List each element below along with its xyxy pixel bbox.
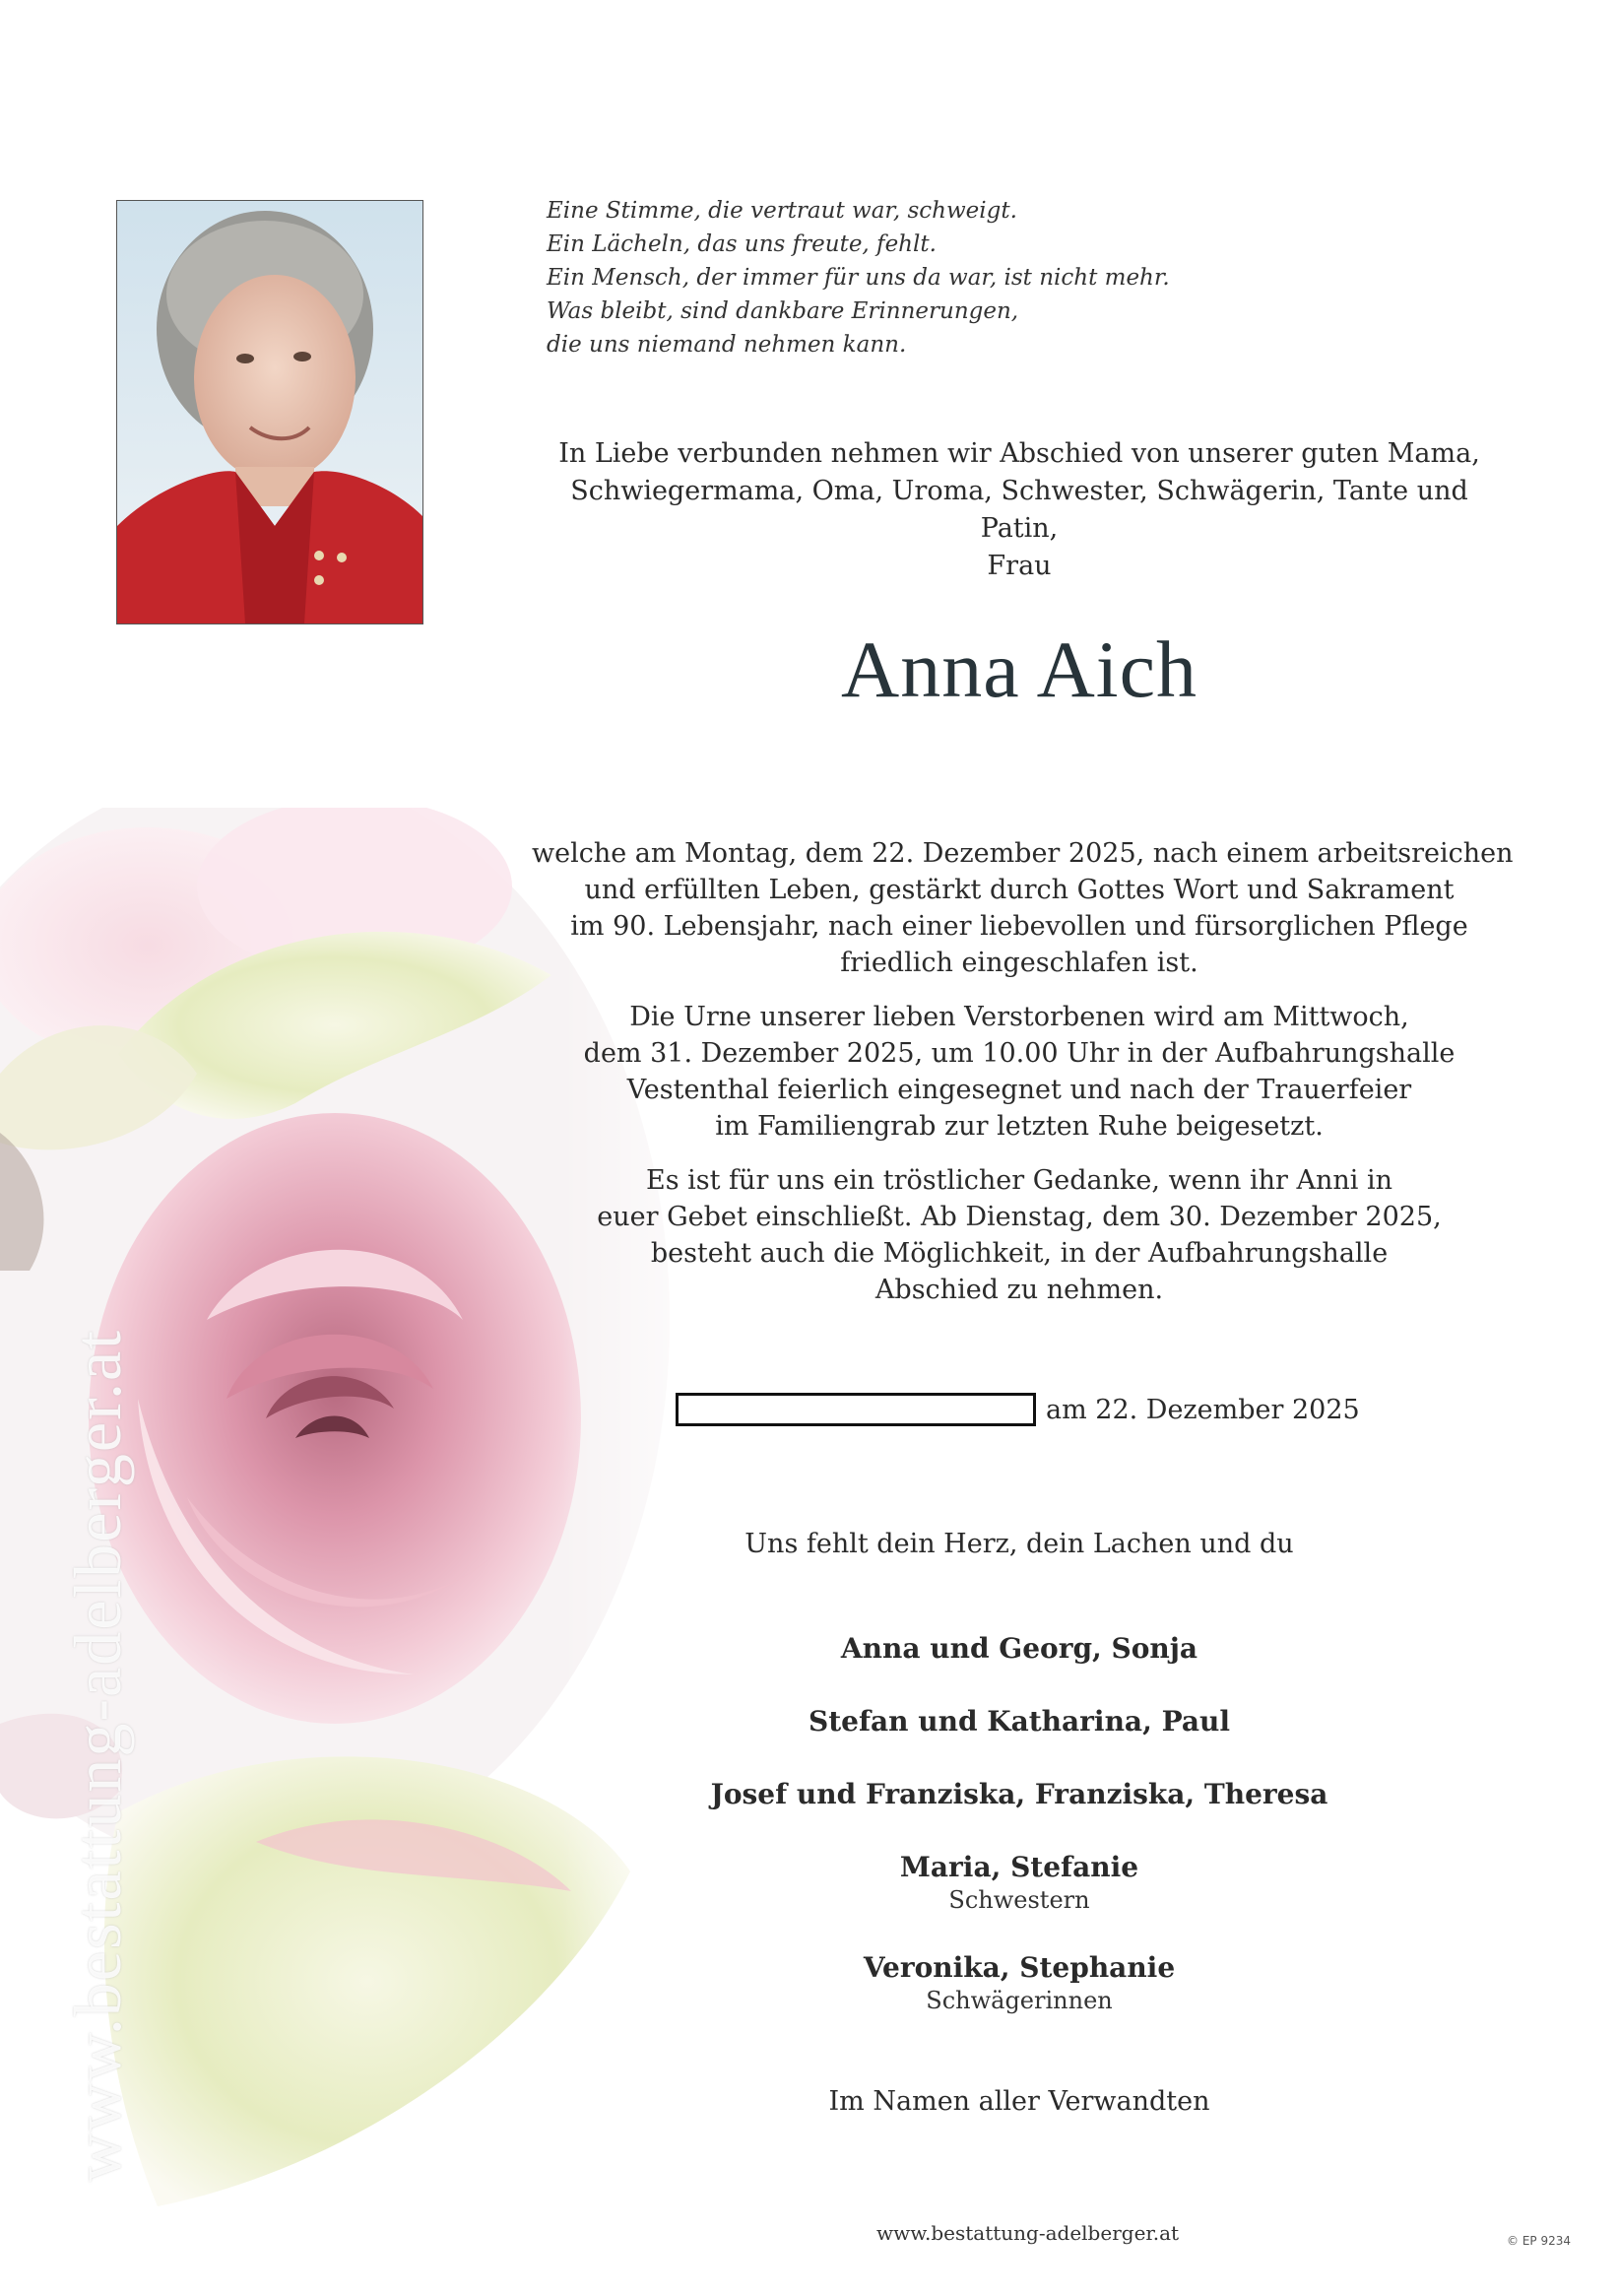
mourner-group bbox=[532, 1703, 1507, 1740]
body-line: Die Urne unserer lieben Verstorbenen wird am Mittwoch, bbox=[629, 1002, 1409, 1032]
mourner-role: Schwestern bbox=[948, 1886, 1090, 1914]
mourner-role: Schwägerinnen bbox=[926, 1987, 1113, 2014]
intro-line: Frau bbox=[987, 551, 1052, 581]
body-line: im 90. Lebensjahr, nach einer liebevollen und fürsorglichen Pflege bbox=[570, 911, 1468, 942]
announcement-body bbox=[532, 818, 1514, 1326]
mourner-group bbox=[532, 1776, 1507, 1813]
mourner-group bbox=[532, 1849, 1507, 1914]
redacted-place-box bbox=[676, 1393, 1036, 1426]
poem-line: die uns niemand nehmen kann. bbox=[547, 332, 907, 358]
website-footer: www.bestattung-adelberger.at bbox=[876, 2221, 1180, 2245]
mourner-names: Veronika, Stephanie bbox=[863, 1951, 1176, 1984]
death-date: am 22. Dezember 2025 bbox=[1046, 1394, 1360, 1425]
intro-line: In Liebe verbunden nehmen wir Abschied von unserer guten Mama, bbox=[558, 438, 1480, 469]
poem-line: Was bleibt, sind dankbare Erinnerungen, bbox=[547, 298, 1019, 324]
body-line: euer Gebet einschließt. Ab Dienstag, dem 30. Dezember 2025, bbox=[597, 1202, 1442, 1232]
intro-text bbox=[532, 435, 1507, 585]
closing-line: Uns fehlt dein Herz, dein Lachen und du bbox=[744, 1529, 1294, 1559]
watermark-text: www.bestattung-adelberger.at bbox=[60, 1328, 135, 2182]
deceased-name: Anna Aich bbox=[841, 624, 1197, 714]
signature-line: Im Namen aller Verwandten bbox=[828, 2086, 1210, 2117]
poem bbox=[547, 194, 1236, 361]
poem-line: Ein Lächeln, das uns freute, fehlt. bbox=[547, 231, 937, 257]
death-place-date bbox=[676, 1391, 1360, 1428]
body-line: im Familiengrab zur letzten Ruhe beigesetzt. bbox=[715, 1111, 1324, 1142]
mourner-names: Stefan und Katharina, Paul bbox=[808, 1705, 1231, 1738]
poem-line: Ein Mensch, der immer für uns da war, ist nicht mehr. bbox=[547, 265, 1170, 291]
mourner-names: Anna und Georg, Sonja bbox=[840, 1632, 1198, 1665]
body-line: Es ist für uns ein tröstlicher Gedanke, wenn ihr Anni in bbox=[645, 1165, 1393, 1196]
mourner-names: Josef und Franziska, Franziska, Theresa bbox=[710, 1778, 1328, 1810]
mourners-list bbox=[532, 1630, 1507, 2050]
mourner-group bbox=[532, 1949, 1507, 2014]
body-line: Vestenthal feierlich eingesegnet und nach der Trauerfeier bbox=[626, 1075, 1412, 1105]
poem-line: Eine Stimme, die vertraut war, schweigt. bbox=[547, 198, 1017, 224]
document-code: © EP 9234 bbox=[1507, 2234, 1571, 2248]
mourner-names: Maria, Stefanie bbox=[899, 1851, 1139, 1883]
body-line: Abschied zu nehmen. bbox=[874, 1275, 1164, 1305]
body-line: welche am Montag, dem 22. Dezember 2025, nach einem arbeitsreichen bbox=[532, 838, 1514, 869]
intro-line: Schwiegermama, Oma, Uroma, Schwester, Schwägerin, Tante und Patin, bbox=[570, 476, 1468, 544]
body-line: dem 31. Dezember 2025, um 10.00 Uhr in der Aufbahrungshalle bbox=[583, 1038, 1456, 1069]
mourner-group bbox=[532, 1630, 1507, 1668]
portrait-photo bbox=[116, 200, 423, 624]
body-line: und erfüllten Leben, gestärkt durch Gottes Wort und Sakrament bbox=[584, 875, 1455, 905]
body-line: besteht auch die Möglichkeit, in der Aufbahrungshalle bbox=[650, 1238, 1389, 1269]
body-line: friedlich eingeschlafen ist. bbox=[840, 948, 1198, 978]
